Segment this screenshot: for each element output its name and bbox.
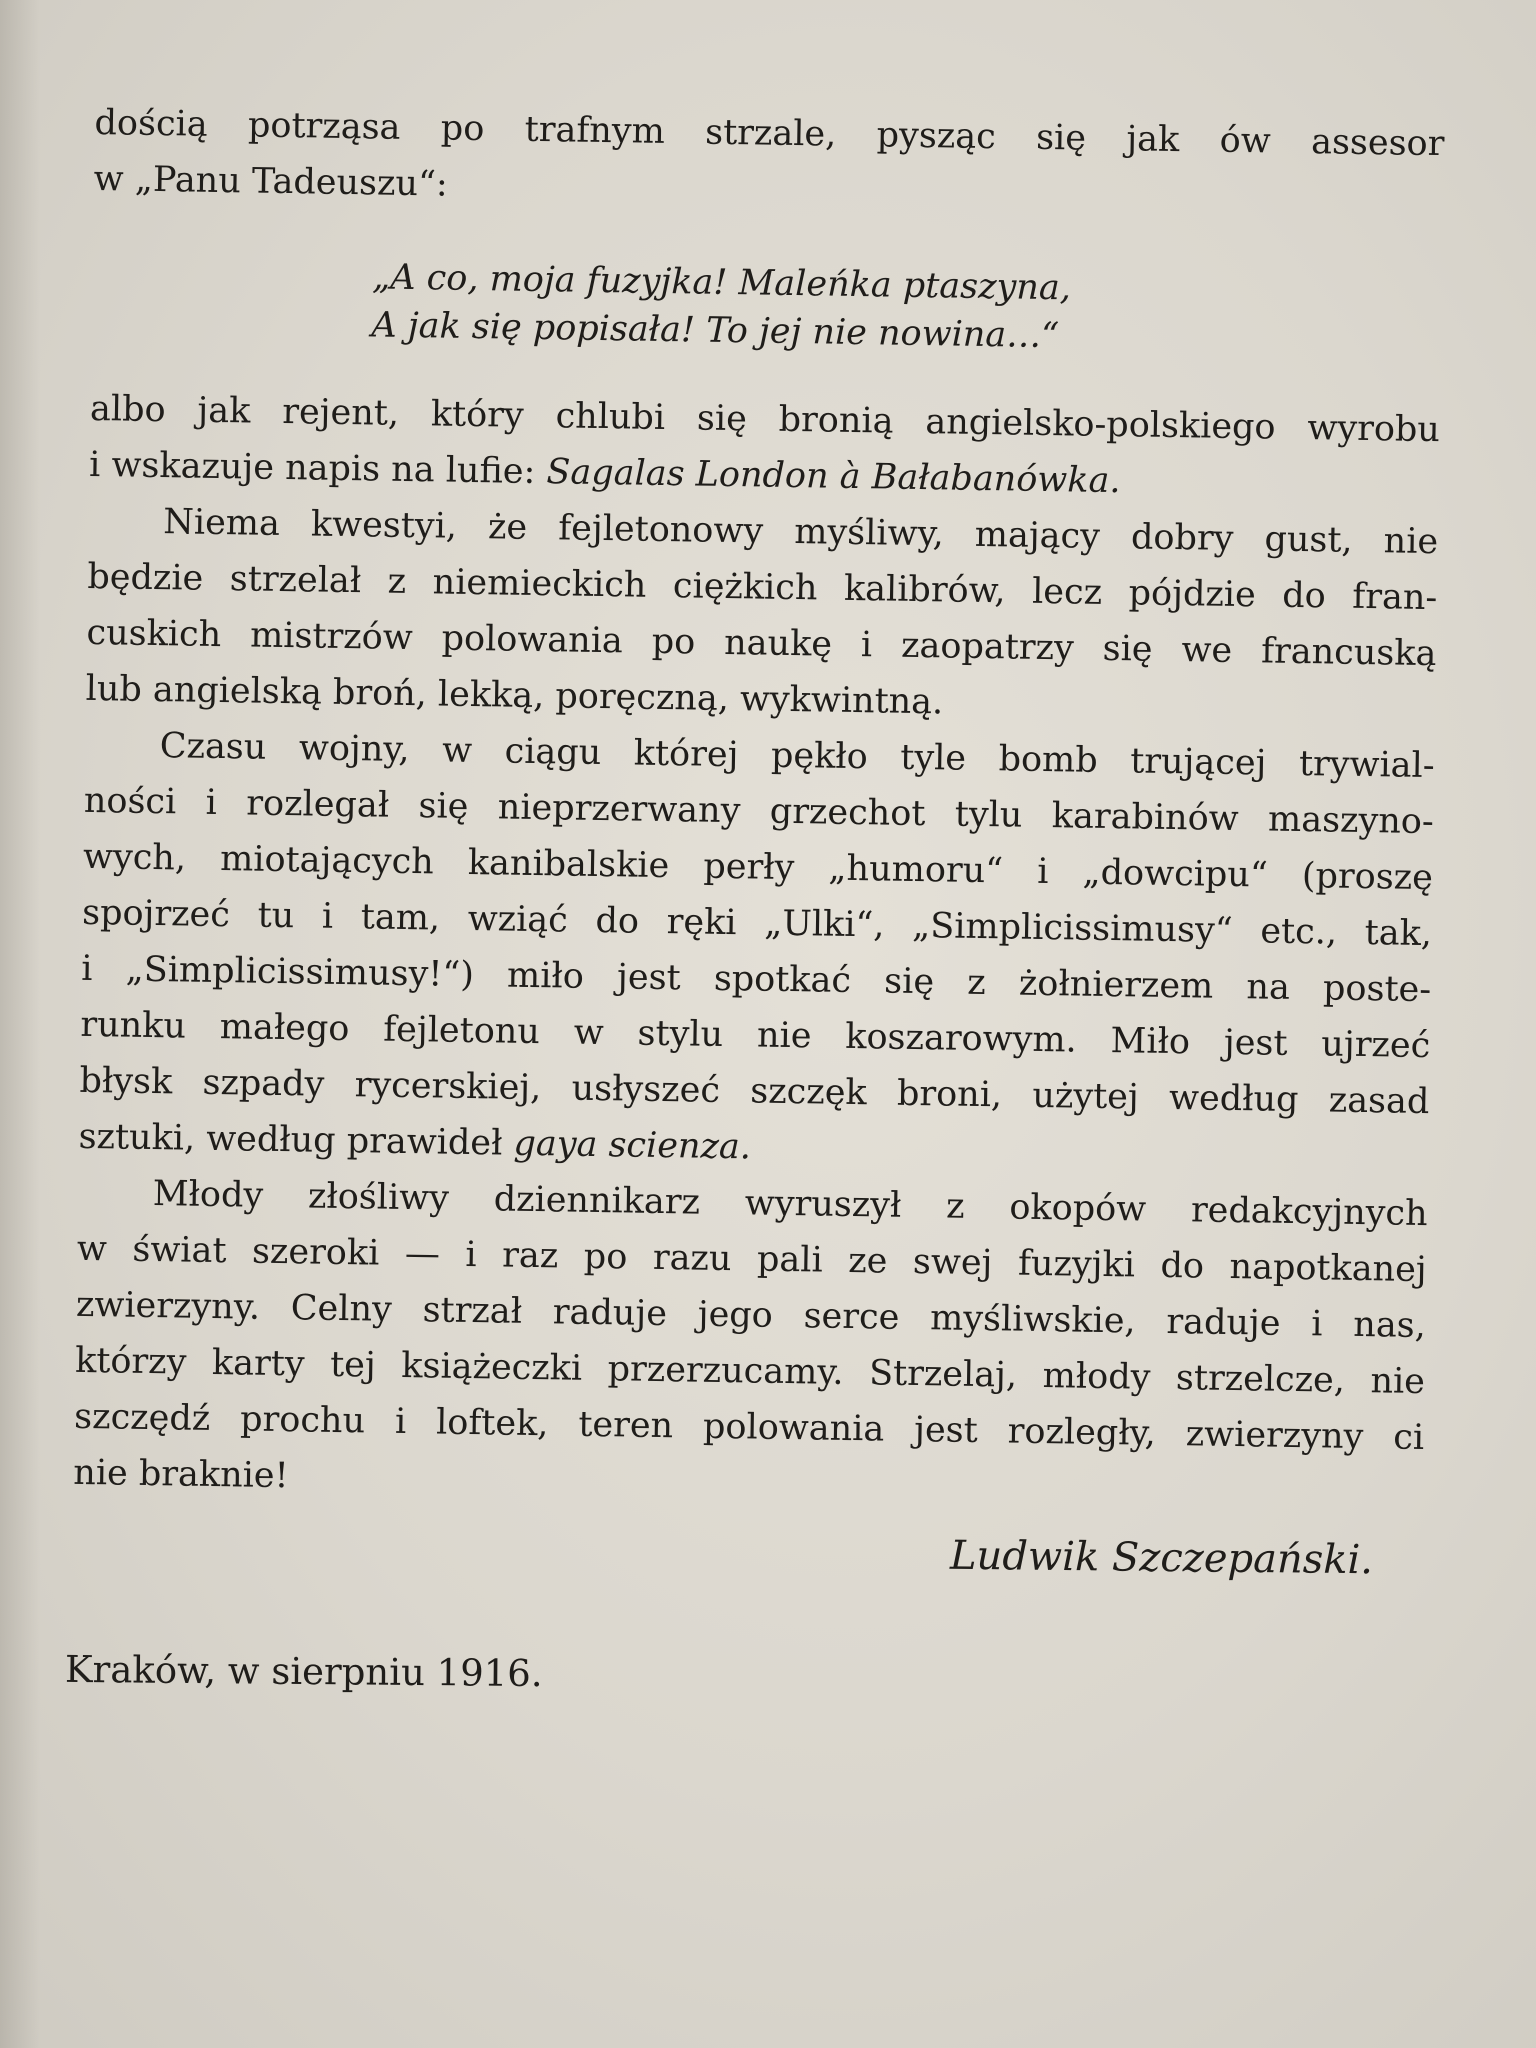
text-line: szczędź prochu i loftek, teren polowania jest rozległy, zwierzyny ci [73, 1396, 1425, 1459]
text-line: Młody złośliwy dziennikarz wyruszył z okopów redakcyjnych [152, 1174, 1428, 1235]
italic-span: Sagalas London à Bałabanówka. [546, 452, 1121, 502]
text-line: wych, miotających kanibalskie perły „humoru“ i „dowcipu“ (proszę [82, 836, 1434, 899]
text-span: sztuki, według prawideł [78, 1116, 514, 1164]
text-line: dością potrząsa po trafnym strzale, pysząc się jak ów assesor [94, 102, 1445, 165]
text-line: cuskich mistrzów polowania po naukę i zaopatrzy się we francuską [86, 612, 1437, 675]
text-line: w „Panu Tadeuszu“: [93, 158, 449, 205]
text-line: albo jak rejent, który chlubi się bronią angielsko-polskiego wyrobu [89, 388, 1441, 451]
text-line: spojrzeć tu i tam, wziąć do ręki „Ulki“, „Simplicissimusy“ etc., tak, [81, 892, 1433, 955]
verse-line: „A co, moja fuzyjka! Maleńka ptaszyna, [371, 257, 1072, 309]
verse-line: A jak się popisała! To jej nie nowina…“ [371, 305, 1060, 357]
text-line: i „Simplicissimusy!“) miło jest spotkać się z żołnierzem na poste- [80, 948, 1432, 1011]
text-line: Czasu wojny, w ciągu której pękło tyle bomb trującej trywial- [159, 726, 1435, 787]
text-line: błysk szpady rycerskiej, usłyszeć szczęk broni, użytej według zasad [79, 1060, 1430, 1123]
text-line: Niema kwestyi, że fejletonowy myśliwy, mający dobry gust, nie [162, 502, 1439, 563]
text-line: zwierzyny. Celny strzał raduje jego serce myśliwskie, raduje i nas, [75, 1284, 1427, 1347]
text-span: i wskazuje napis na lufie: [88, 444, 547, 493]
text-line: runku małego fejletonu w stylu nie koszarowym. Miło jest ujrzeć [80, 1004, 1431, 1067]
italic-span: gaya scienza. [513, 1123, 752, 1168]
place-date-line: Kraków, w sierpniu 1916. [64, 1647, 543, 1696]
text-line: lub angielską broń, lekką, poręczną, wykwintną. [85, 668, 944, 723]
text-line: będzie strzelał z niemieckich ciężkich kalibrów, lecz pójdzie do fran- [87, 556, 1438, 619]
page-text [73, 95, 1445, 1522]
text-line: ności i rozlegał się nieprzerwany grzechot tylu karabinów maszyno- [83, 780, 1435, 843]
text-line: w świat szeroki — i raz po razu pali ze swej fuzyjki do napotkanej [76, 1228, 1428, 1291]
page-edge-shadow [0, 0, 40, 2048]
text-line: którzy karty tej książeczki przerzucamy. Strzelaj, młody strzelcze, nie [74, 1340, 1426, 1403]
text-line: nie braknie! [73, 1452, 289, 1497]
author-signature: Ludwik Szczepański. [949, 1532, 1374, 1584]
